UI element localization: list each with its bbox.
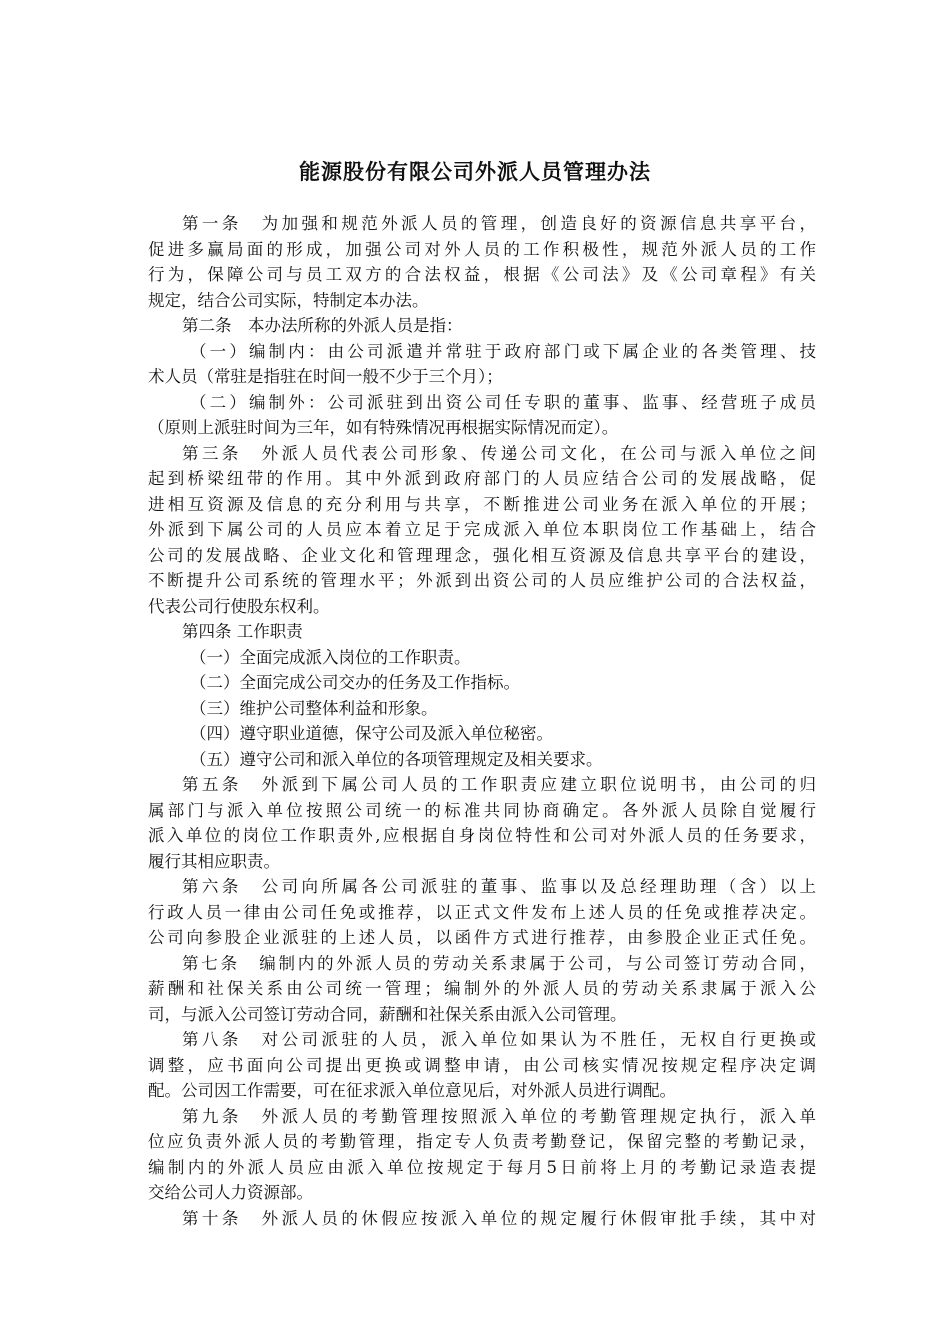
text-line: 第八条 对公司派驻的人员，派入单位如果认为不胜任，无权自行更换或 bbox=[182, 1030, 816, 1049]
text-line: （原则上派驻时间为三年，如有特殊情况再根据实际情况而定）。 bbox=[148, 418, 619, 437]
text-line: 第五条 外派到下属公司人员的工作职责应建立职位说明书，由公司的归 bbox=[182, 775, 816, 794]
text-line: 第十条 外派人员的休假应按派入单位的规定履行休假审批手续，其中对 bbox=[182, 1208, 816, 1228]
text-line: 司，与派入公司签订劳动合同，薪酬和社保关系由派入公司管理。 bbox=[148, 1004, 627, 1024]
text-line: 第六条 公司向所属各公司派驻的董事、监事以及总经理助理（含）以上 bbox=[182, 877, 816, 896]
text-line: （二）编制外：公司派驻到出资公司任专职的董事、监事、经营班子成员 bbox=[190, 392, 816, 412]
text-line: （二）全面完成公司交办的任务及工作指标。 bbox=[190, 673, 520, 692]
text-line: 第七条 编制内的外派人员的劳动关系隶属于公司，与公司签订劳动合同， bbox=[182, 953, 816, 973]
document-title: 能源股份有限公司外派人员管理办法 bbox=[299, 160, 651, 184]
text-line: 薪酬和社保关系由公司统一管理；编制外的外派人员的劳动关系隶属于派入公 bbox=[148, 979, 816, 998]
text-line: 代表公司行使股东权利。 bbox=[148, 596, 330, 616]
text-line: （一）全面完成派入岗位的工作职责。 bbox=[190, 647, 471, 667]
text-line: 规定，结合公司实际，特制定本办法。 bbox=[148, 290, 429, 310]
text-line: 公司的发展战略、企业文化和管理理念，强化相互资源及信息共享平台的建设， bbox=[148, 545, 816, 565]
text-line: 履行其相应职责。 bbox=[148, 851, 280, 871]
text-line: 第四条 工作职责 bbox=[182, 622, 303, 641]
text-line: 编制内的外派人员应由派入单位按规定于每月5日前将上月的考勤记录造表提 bbox=[148, 1157, 816, 1177]
text-line: 行政人员一律由公司任免或推荐，以正式文件发布上述人员的任免或推荐决定。 bbox=[148, 902, 816, 922]
text-line: 第九条 外派人员的考勤管理按照派入单位的考勤管理规定执行，派入单 bbox=[182, 1106, 816, 1126]
text-line: （四）遵守职业道德，保守公司及派入单位秘密。 bbox=[190, 724, 553, 743]
text-line: 属部门与派入单位按照公司统一的标准共同协商确定。各外派人员除自觉履行 bbox=[148, 800, 816, 820]
text-line: 第二条 本办法所称的外派人员是指： bbox=[182, 316, 463, 335]
text-line: 进相互资源及信息的充分利用与共享，不断推进公司业务在派入单位的开展； bbox=[148, 494, 816, 514]
text-line: 配。公司因工作需要，可在征求派入单位意见后，对外派人员进行调配。 bbox=[148, 1081, 676, 1100]
text-line: 行为，保障公司与员工双方的合法权益，根据《公司法》及《公司章程》有关 bbox=[148, 265, 816, 284]
text-line: 外派到下属公司的人员应本着立足于完成派入单位本职岗位工作基础上，结合 bbox=[148, 520, 816, 539]
text-line: 起到桥梁纽带的作用。其中外派到政府部门的人员应结合公司的发展战略，促 bbox=[148, 469, 816, 488]
text-line: （五）遵守公司和派入单位的各项管理规定及相关要求。 bbox=[190, 749, 603, 769]
text-line: 第三条 外派人员代表公司形象、传递公司文化，在公司与派入单位之间 bbox=[182, 443, 816, 463]
text-line: 第一条 为加强和规范外派人员的管理，创造良好的资源信息共享平台， bbox=[182, 214, 816, 233]
text-line: （三）维护公司整体利益和形象。 bbox=[190, 698, 438, 718]
text-line: 调整，应书面向公司提出更换或调整申请，由公司核实情况按规定程序决定调 bbox=[148, 1055, 816, 1075]
text-line: 不断提升公司系统的管理水平；外派到出资公司的人员应维护公司的合法权益， bbox=[148, 571, 816, 590]
text-line: 位应负责外派人员的考勤管理，指定专人负责考勤登记，保留完整的考勤记录， bbox=[148, 1132, 816, 1151]
document-body bbox=[148, 211, 816, 1231]
text-line: 公司向参股企业派驻的上述人员，以函件方式进行推荐，由参股企业正式任免。 bbox=[148, 928, 816, 947]
text-line: 派入单位的岗位工作职责外,应根据自身岗位特性和公司对外派人员的任务要求， bbox=[148, 826, 816, 845]
text-line: （一）编制内：由公司派遣并常驻于政府部门或下属企业的各类管理、技 bbox=[190, 341, 816, 361]
text-line: 术人员（常驻是指驻在时间一般不少于三个月）； bbox=[148, 367, 503, 386]
text-line: 促进多赢局面的形成，加强公司对外人员的工作积极性，规范外派人员的工作 bbox=[148, 239, 816, 259]
text-line: 交给公司人力资源部。 bbox=[148, 1183, 313, 1202]
